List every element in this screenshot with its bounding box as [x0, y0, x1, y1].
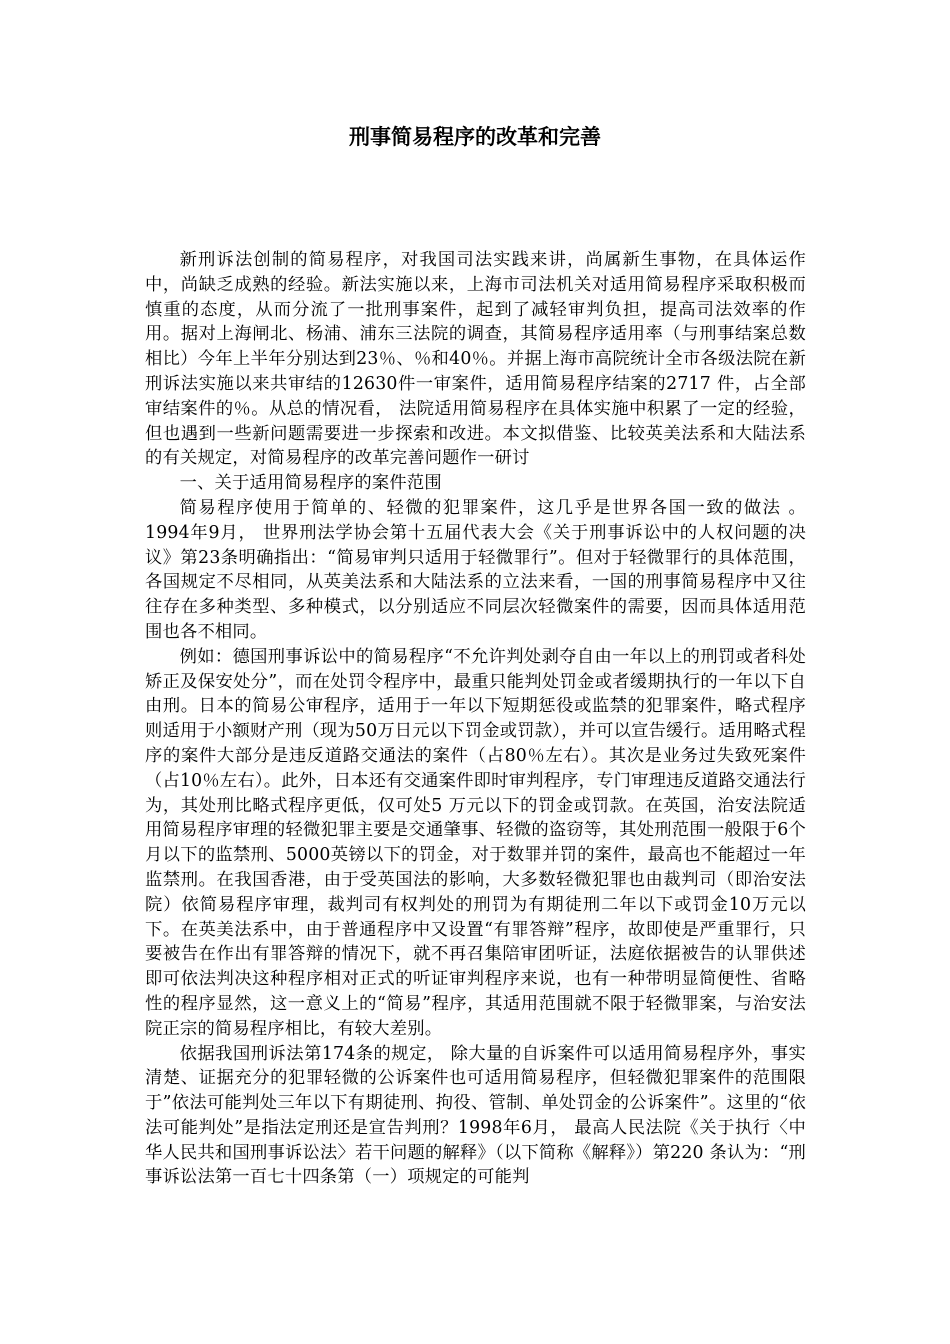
paragraph: 依据我国刑诉法第174条的规定， 除大量的自诉案件可以适用简易程序外，事实清楚、证据充分的犯罪轻微的公诉案件也可适用简易程序，但轻微犯罪案件的范围限于”依法可能判处三年以下有期徒刑、拘役、管制、单处罚金的公诉案件”。这里的“依法可能判处”是指法定刑还是宣告判刑？1998年6月， 最高人民法院《关于执行〈中华人民共和国刑事诉讼法〉若干问题的解释》（以下简称《解释》）第220 条认为：“刑事诉讼法第一百七十四条第（一）项规定的可能判 — [145, 1043, 806, 1188]
section-heading: 一、关于适用简易程序的案件范围 — [179, 473, 442, 494]
paragraph: 简易程序使用于简单的、轻微的犯罪案件，这几乎是世界各国一致的做法 。1994年9月， 世界刑法学协会第十五届代表大会《关于刑事诉讼中的人权问题的决议》第23条明确指出：“简易审判只适用于轻微罪行”。但对于轻微罪行的具体范围，各国规定不尽相同，从英美法系和大陆法系的立法来看，一国的刑事简易程序中又往往存在多种类型、多种模式，以分别适应不同层次轻微案件的需要，因而具体适用范围也各不相同。 — [145, 497, 806, 642]
paragraph-intro: 新刑诉法创制的简易程序，对我国司法实践来讲，尚属新生事物，在具体运作中，尚缺乏成熟的经验。新法实施以来，上海市司法机关对适用简易程序采取积极而慎重的态度，从而分流了一批刑事案件，起到了减轻审判负担，提高司法效率的作用。据对上海闸北、杨浦、浦东三法院的调查，其简易程序适用率（与刑事结案总数相比）今年上半年分别达到23％、％和40％。并据上海市高院统计全市各级法院在新刑诉法实施以来共审结的12630件一审案件，适用简易程序结案的2717 件，占全部审结案件的％。从总的情况看， 法院适用简易程序在具体实施中积累了一定的经验，但也遇到一些新问题需要进一步探索和改进。本文拟借鉴、比较英美法系和大陆法系的有关规定，对简易程序的改革完善问题作一研讨 — [145, 250, 806, 469]
document-title: 刑事简易程序的改革和完善 — [349, 125, 601, 149]
paragraph: 例如：德国刑事诉讼中的简易程序“不允许判处剥夺自由一年以上的刑罚或者科处矫正及保安处分”，而在处罚令程序中，最重只能判处罚金或者缓期执行的一年以下自由刑。日本的简易公审程序，适用于一年以下短期惩役或监禁的犯罪案件，略式程序则适用于小额财产刑（现为50万日元以下罚金或罚款），并可以宣告缓行。适用略式程序的案件大部分是违反道路交通法的案件（占80％左右）。其次是业务过失致死案件（占10％左右）。此外，日本还有交通案件即时审判程序，专门审理违反道路交通法行为，其处刑比略式程序更低，仅可处5 万元以下的罚金或罚款。在英国，治安法院适用简易程序审理的轻微犯罪主要是交通肇事、轻微的盗窃等，其处刑范围一般限于6个月以下的监禁刑、5000英镑以下的罚金，对于数罪并罚的案件，最高也不能超过一年监禁刑。在我国香港，由于受英国法的影响，大多数轻微犯罪也由裁判司（即治安法院）依简易程序审理，裁判司有权判处的刑罚为有期徒刑二年以下或罚金10万元以下。在英美法系中，由于普通程序中又设置“有罪答辩”程序，故即使是严重罪行，只要被告在作出有罪答辩的情况下，就不再召集陪审团听证，法庭依据被告的认罪供述即可依法判决这种程序相对正式的听证审判程序来说，也有一种带明显简便性、省略性的程序显然，这一意义上的“简易”程序，其适用范围就不限于轻微罪案，与治安法院正宗的简易程序相比，有较大差别。 — [145, 646, 806, 1039]
document-body — [145, 248, 806, 1190]
